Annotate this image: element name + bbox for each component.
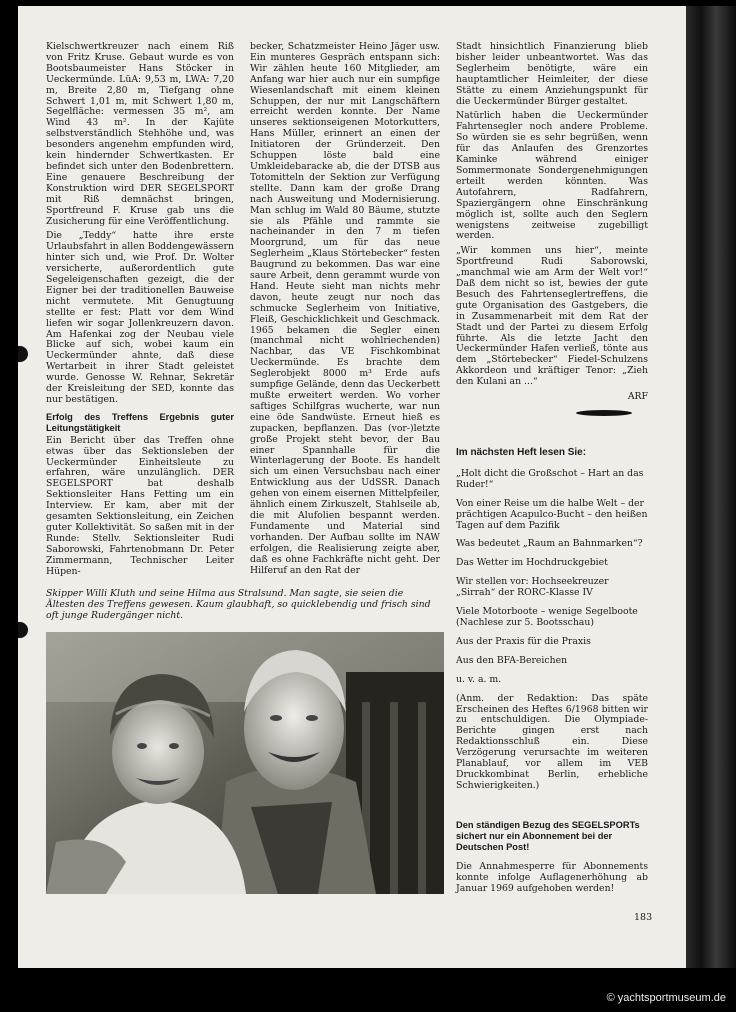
next-issue-item: Viele Motorboote – wenige Segelboote (Nachlese zur 5. Bootsschau) — [456, 606, 638, 628]
subscription-headline: Den ständigen Bezug des SEGELSPORTs sichert nur ein Abonnement bei der Deutschen Post! — [456, 820, 640, 852]
watermark-credit — [0, 980, 736, 1012]
next-issue-item: Was bedeutet „Raum an Bahnmarken“? — [456, 538, 643, 550]
paragraph: Natürlich haben die Ueckermünder Fahrtensegler noch andere Probleme. So würden sie es sehr begrüßen, wenn für das Anlaufen des Grenzortes Kaminke während einiger Sommermonate Sondergenehmigungen erteilt werden könnten. Was Autofahrern, Radfahrern, Spaziergängern ohne Einschränkung möglich ist, sollte auch den Seglern wenigstens zeitweise zugebilligt werden. — [456, 110, 648, 242]
next-issue-item: Aus den BFA-Bereichen — [456, 654, 568, 666]
section-heading: Erfolg des Treffens Ergebnis guter Leitungstätigkeit — [46, 411, 234, 433]
next-issue-item: „Holt dicht die Großschot – Hart an das Ruder!“ — [456, 467, 644, 490]
paragraph: Stadt hinsichtlich Finanzierung blieb bisher leider unbeantwortet. Was das Seglerheim benötigte, wäre ein hauptamtlicher Heimleiter, der diese Stätte zu einem Anziehungspunkt für die Ueckermünder Bürger gestaltet. — [456, 41, 648, 107]
subscription-notice — [456, 820, 648, 894]
paragraph: Die „Teddy“ hatte ihre erste Urlaubsfahrt in allen Boddengewässern hinter sich und, wie Prof. Dr. Wolter versicherte, außerordentlich gute Segeleigenschaften gezeigt, die der Eigner bei der traditionellen Bauweise nicht vermutete. Mit Genugtuung stellte er fest: Platt vor dem Wind liefen wir sogar Jollenkreuzern davon. Am Hafenkai zog der Neubau viele Blicke auf sich, wobei kaum ein Ueckermünder ahnte, daß diese Wertarbeit in ihrer Stadt geleistet wurde. Genosse W. Rehnar, Sekretär der Kreisleitung der SED, konnte das nur bestätigen. — [46, 230, 234, 405]
photo-illustration — [46, 632, 444, 894]
page-number: 183 — [634, 912, 653, 923]
next-issue-item: Wir stellen vor: Hochseekreuzer „Sirrah“ der RORC-Klasse IV — [456, 576, 609, 599]
next-issue-title: Im nächsten Heft lesen Sie: — [456, 447, 587, 458]
paragraph: „Wir kommen uns hier“, meinte Sportfreund Rudi Saborowski, „manchmal wie am Arm der Welt vor!“ Daß dem nicht so ist, bewies der gute Besuch des Fahrtenseglertreffens, die gute Organisation des Gastgebers, die in Zusammenarbeit mit dem Rat der Stadt und der Partei zu diesem Erfolg führte. Als die letzte Jacht den Ueckermünder Hafen verließ, tönte aus dem „Störtebecker“ Fiedel-Schulzens Akkordeon und kräftiger Tenor: „Zieh den Kulani an ...“ — [456, 245, 648, 388]
magazine-page — [18, 6, 690, 968]
paragraph: Ein Bericht über das Treffen ohne etwas über das Sektionsleben der Ueckermünder Einheitsleute zu erfahren, wäre unzulänglich. DER SEGELSPORT bat deshalb Sektionsleiter Hans Fetting um ein Interview. Er kam, aber mit der gesamten Sektionsleitung, ein Zeichen guter Kollektivität. So saßen mit in der Runde: Stellv. Sektionsleiter Rudi Saborowski, Fahrtenobmann Dr. Peter Zimmermann, Technischer Leiter Hüpen- — [46, 434, 234, 577]
credit-text: © yachtsportmuseum.de — [606, 992, 726, 1004]
editor-note: (Anm. der Redaktion: Das späte Erscheinen des Heftes 6/1968 bitten wir zu entschuldigen. Die Olympiade-Berichte gingen erst nach Redaktionsschluß ein. Diese Verzögerung verursachte im weiteren Planablauf, vor allem im VEB Druckkombinat Berlin, erhebliche Schwierigkeiten.) — [456, 692, 648, 791]
couple-photo — [46, 632, 444, 894]
next-issue-item: Das Wetter im Hochdruckgebiet — [456, 557, 608, 569]
photo-caption: Skipper Willi Kluth und seine Hilma aus Stralsund. Man sagte, sie seien die Ältesten des Treffens gewesen. Kaum glaubhaft, so quicklebendig und frisch sind oft junge Rudergänger nicht. — [46, 588, 431, 621]
punch-hole — [18, 346, 28, 362]
column-right — [456, 42, 648, 403]
next-issue-item: Aus der Praxis für die Praxis — [456, 635, 591, 647]
book-binding — [686, 6, 736, 968]
next-issue-box — [456, 448, 648, 792]
author-signature: ARF — [627, 391, 648, 403]
column-middle — [250, 42, 440, 580]
column-left — [46, 42, 234, 582]
divider-rule — [576, 410, 632, 416]
punch-hole — [18, 622, 28, 638]
paragraph: Kielschwertkreuzer nach einem Riß von Fritz Kruse. Gebaut wurde es von Bootsbaumeister Hans Stöcker in Ueckermünde. LüA: 9,53 m, LWA: 7,20 m, Breite 2,80 m, Tiefgang ohne Schwert 1,01 m, mit Schwert 1,80 m, Segelfläche: vermessen 35 m², am Wind 43 m². In der Kajüte selbstverständlich Stehhöhe und, was besonders angenehm empfunden wird, kein hindernder Schwertkasten. Er befindet sich unter den Bodenbrettern. Eine genauere Beschreibung der Konstruktion wird DER SEGELSPORT mit Riß demnächst bringen, Sportfreund F. Kruse gab uns die Zusicherung für eine Veröffentlichung. — [46, 41, 234, 227]
paragraph: becker, Schatzmeister Heino Jäger usw. Ein munteres Gespräch entspann sich: Wir zählen heute 160 Mitglieder, am Anfang war hier auch nur ein sumpfige Wiesenlandschaft mit einem kleinen Schuppen, der nur mit Langschäftern erreicht werden konnte. Der Name unseres sektionseigenen Motorkutters, Hans Müller, erinnert an einen der Initiatoren der Gründerzeit. Den Schuppen löste bald eine Umkleidebaracke ab, die der DTSB aus Totomitteln der Sektion zur Verfügung stellte. Dann kam der große Drang nach Ausweitung und Modernisierung. Man schlug im Wald 80 Bäume, stutzte sie als Pfähle und rammte sie nacheinander in den 7 m tiefen Moorgrund, um für das neue Seglerheim „Klaus Störtebecker“ festen Baugrund zu bekommen. Das war eine saure Arbeit, denn gerammt wurde von Hand. Heute sieht man nichts mehr davon, heute zeugt nur noch das schmucke Seglerheim von Initiative, Fleiß, Geschicklichkeit und Geschmack. 1965 bekamen die Segler einen (manchmal nicht wohlriechenden) Nachbar, das VE Fischkombinat Ueckermünde. Es brachte dem Seglerobjekt 8000 m³ Erde aufs sumpfige Gelände, denn das Ueckerbett mußte erweitert werden. Wo vorher saftiges Schilfgras wucherte, war nun eine öde Sandwüste. Erneut hieß es zupacken, bepflanzen. Das (vor-)letzte große Projekt steht bevor, der Bau einer Spannhalle für die Winterlagerung der Boote. Es handelt sich um einen Versuchsbau nach einer Entwicklung aus der UdSSR. Danach gehen von einem eisernen Mittelpfeiler, ähnlich einem Zirkuszelt, Stahlseile ab, die mit Alufolien bespannt werden. Fundamente und Material sind vorhanden. Der Aufbau sollte im NAW erfolgen, die Realisierung zeigte aber, daß es ohne Fachkräfte nicht geht. Der Hilferuf an den Rat der — [250, 41, 440, 576]
subscription-text: Die Annahmesperre für Abonnements konnte infolge Auflagenerhöhung ab Januar 1969 aufgehoben werden! — [456, 861, 648, 894]
next-issue-item: u. v. a. m. — [456, 673, 502, 685]
next-issue-item: Von einer Reise um die halbe Welt – der prächtigen Acapulco-Bucht – den heißen Tagen auf dem Pazifik — [456, 497, 648, 531]
